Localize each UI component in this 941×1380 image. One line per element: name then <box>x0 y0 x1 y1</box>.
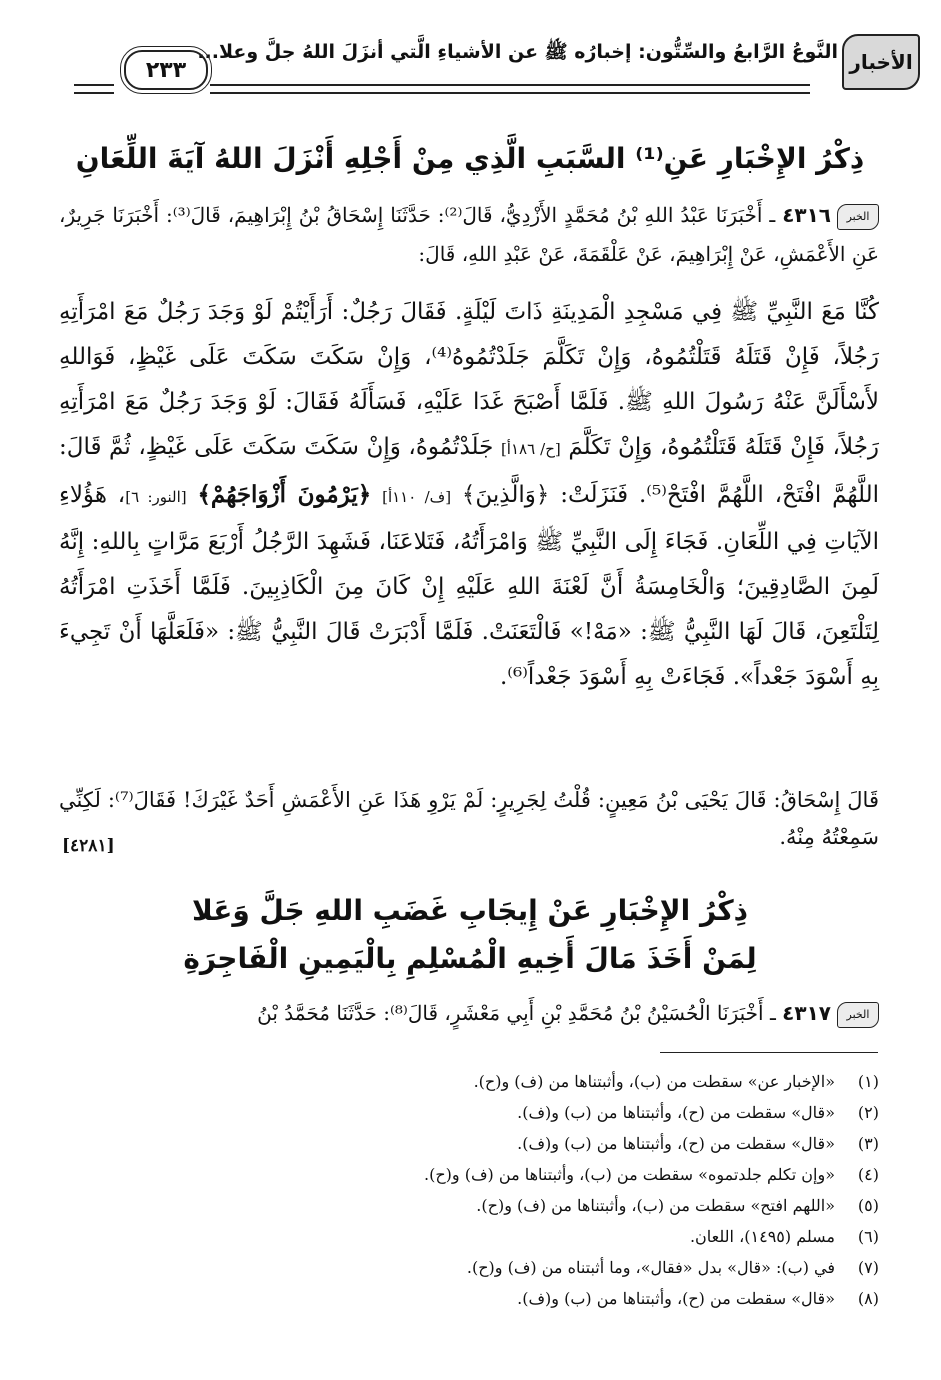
page-header <box>78 28 920 108</box>
footnote-number: (٥) <box>857 1196 879 1215</box>
running-title: النَّوعُ الرَّابعُ والسِّتُّون: إخبارُه ﷺ عن الأشياءِ الَّتي أنزَلَ اللهُ جلَّ وعلا... <box>197 41 838 63</box>
footnote-number: (١) <box>857 1072 879 1091</box>
footnote-text: «قال» سقطت من (ح)، وأثبتناها من (ب) و(ف). <box>517 1134 835 1153</box>
footnote <box>59 1159 879 1190</box>
hadith-number: ٤٣١٧ <box>782 1001 831 1025</box>
footnote-number: (٨) <box>857 1289 879 1308</box>
akhbar-icon: الخبر <box>837 204 879 230</box>
matn-part: ، هَؤُلاءِ الآيَاتِ فِي اللِّعَانِ. فَجَاءَ إِلَى النَّبِيِّ ﷺ وَامْرَأَتُهُ، فَتَلاعَنَا، فَشَهِدَ الرَّجُلُ أَرْبَعَ مَرَّاتٍ بِاللهِ: إِنَّهُ لَمِنَ الصَّادِقِينَ؛ وَالْخَامِسَةُ أَنَّ لَعْنَةَ اللهِ عَلَيْهِ إِنْ كَانَ مِنَ الْكَاذِبِينَ. فَلَمَّا أَخَذَتِ امْرَأَتُهُ لِتَلْتَعِنَ، قَالَ لَهَا النَّبِيُّ ﷺ: «مَهْ!» فَالْتَعَنَتْ. فَلَمَّا أَدْبَرَتْ قَالَ النَّبِيُّ ﷺ: «فَلَعَلَّهَا أَنْ تَجِيءَ بِهِ أَسْوَدَ جَعْداً». فَجَاءَتْ بِهِ أَسْوَدَ جَعْداً⁽⁶⁾. <box>59 482 879 690</box>
isnad-text: ـ أَخْبَرَنَا عَبْدُ اللهِ بْنُ مُحَمَّدٍ الأَزْدِيُّ، قَالَ⁽²⁾: حَدَّثَنَا إِسْحَاقُ بْنُ إِبْرَاهِيمَ، قَالَ⁽³⁾: أَخْبَرَنَا جَرِيرٌ، عَنِ الأَعْمَشِ، عَنْ إِبْرَاهِيمَ، عَنْ عَلْقَمَةَ، عَنْ عَبْدِ اللهِ، قَالَ: <box>59 203 879 266</box>
header-rule <box>210 92 810 94</box>
cross-reference: [٤٢٨١] <box>62 836 115 856</box>
footnote <box>59 1252 879 1283</box>
footnote-number: (٢) <box>857 1103 879 1122</box>
header-rule-left <box>74 84 114 86</box>
quran-quote: ﴿يَرْمُونَ أَزْوَاجَهُمْ﴾ <box>197 481 372 508</box>
footnote-number: (٣) <box>857 1134 879 1153</box>
matn-part: جَلَدْتُمُوهُ، وَإِنْ سَكَتَ سَكَتَ عَلَى غَيْظٍ، ثُمَّ قَالَ: اللَّهُمَّ افْتَحْ، اللَّهُمَّ افْتَحْ⁽⁵⁾. فَنَزَلَتْ: ﴿وَالَّذِينَ﴾ <box>59 434 879 508</box>
hadith-number: ٤٣١٦ <box>782 203 832 227</box>
footnote-number: (٧) <box>857 1258 879 1277</box>
footnote <box>59 1097 879 1128</box>
manuscript-marker: [ف/ ١١٠أ] <box>382 488 452 506</box>
footnote-text: «وإن تكلم جلدتموه» سقطت من (ب)، وأثبتناها من (ف) و(ح). <box>424 1165 835 1184</box>
narrator-note: قَالَ إِسْحَاقُ: قَالَ يَحْيَى بْنُ مَعِينٍ: قُلْتُ لِجَرِيرٍ: لَمْ يَرْوِ هَذَا عَنِ الأَعْمَشِ أَحَدٌ غَيْرَكَ! فَقَالَ⁽⁷⁾: لَكِنِّي سَمِعْتُهُ مِنْهُ. <box>59 788 879 849</box>
footnote <box>59 1221 879 1252</box>
footnote-text: «قال» سقطت من (ح)، وأثبتناها من (ب) و(ف). <box>517 1289 835 1308</box>
footnote-text: مسلم (١٤٩٥)، اللعان. <box>689 1227 835 1246</box>
footnote-rule <box>660 1052 878 1053</box>
hadith-isnad <box>59 196 879 274</box>
section-title: ذِكْرُ الإِخْبَارِ عَنْ إِيجَابِ غَضَبِ اللهِ جَلَّ وَعَلا <box>191 894 749 927</box>
footnote <box>59 1128 879 1159</box>
header-rule <box>210 84 810 86</box>
footnote-text: في (ب): «قال» بدل «فقال»، وما أثبتناه من (ف) و(ح). <box>466 1258 835 1277</box>
hadith-matn <box>59 290 879 700</box>
isnad-text: ـ أَخْبَرَنَا الْحُسَيْنُ بْنُ مُحَمَّدِ بْنِ أَبِي مَعْشَرٍ، قَالَ⁽⁸⁾: حَدَّثَنَا مُحَمَّدُ بْنُ <box>257 1001 776 1025</box>
section-badge <box>842 34 920 90</box>
footnote-number: (٦) <box>857 1227 879 1246</box>
matn-part: كُنَّا مَعَ النَّبِيِّ ﷺ فِي مَسْجِدِ الْمَدِينَةِ ذَاتَ لَيْلَةٍ. فَقَالَ رَجُلٌ: أَرَأَيْتُمْ لَوْ وَجَدَ رَجُلٌ مَعَ امْرَأَتِهِ رَجُلاً، فَإِنْ قَتَلَهُ قَتَلْتُمُوهُ، وَإِنْ تَكَلَّمَ جَلَدْتُمُوهُ⁽⁴⁾، وَإِنْ سَكَتَ سَكَتَ عَلَى غَيْظٍ، فَوَاللهِ لأَسْأَلَنَّ عَنْهُ رَسُولَ اللهِ ﷺ. فَلَمَّا أَصْبَحَ غَدَا عَلَيْهِ، فَسَأَلَهُ فَقَالَ: لَوْ وَجَدَ رَجُلٌ مَعَ امْرَأَتِهِ رَجُلاً، فَإِنْ قَتَلَهُ قَتَلْتُمُوهُ، وَإِنْ تَكَلَّمَ <box>59 299 880 460</box>
quran-reference: [النور: ٦] <box>125 488 187 506</box>
footnote <box>59 1283 879 1314</box>
badge-label: الأخبار <box>849 50 913 74</box>
footnote <box>59 1066 879 1097</box>
footnote-text: «قال» سقطت من (ح)، وأثبتناها من (ب) و(ف). <box>517 1103 835 1122</box>
footnote-text: «اللهم افتح» سقطت من (ب)، وأثبتناها من (ف) و(ح). <box>476 1196 835 1215</box>
akhbar-icon: الخبر <box>837 1002 879 1028</box>
footnote <box>59 1190 879 1221</box>
hadith-isnad <box>59 994 879 1033</box>
section-title: لِمَنْ أَخَذَ مَالَ أَخِيهِ الْمُسْلِمِ بِالْيَمِينِ الْفَاجِرَةِ <box>183 942 757 975</box>
manuscript-marker: [ح/ ١٨٦أ] <box>500 440 561 458</box>
page-number: ٢٣٣ <box>124 50 208 90</box>
footnote-text: «الإخبار عن» سقطت من (ب)، وأثبتناها من (ف) و(ح). <box>473 1072 835 1091</box>
footnote-number: (٤) <box>857 1165 879 1184</box>
footnotes <box>59 1066 879 1314</box>
section-title: ذِكْرُ الإِخْبَارِ عَنِ⁽¹⁾ السَّبَبِ الَّذِي مِنْ أَجْلِهِ أَنْزَلَ اللهُ آيَةَ اللِّعَانِ <box>75 142 865 175</box>
header-rule-left <box>74 92 114 94</box>
